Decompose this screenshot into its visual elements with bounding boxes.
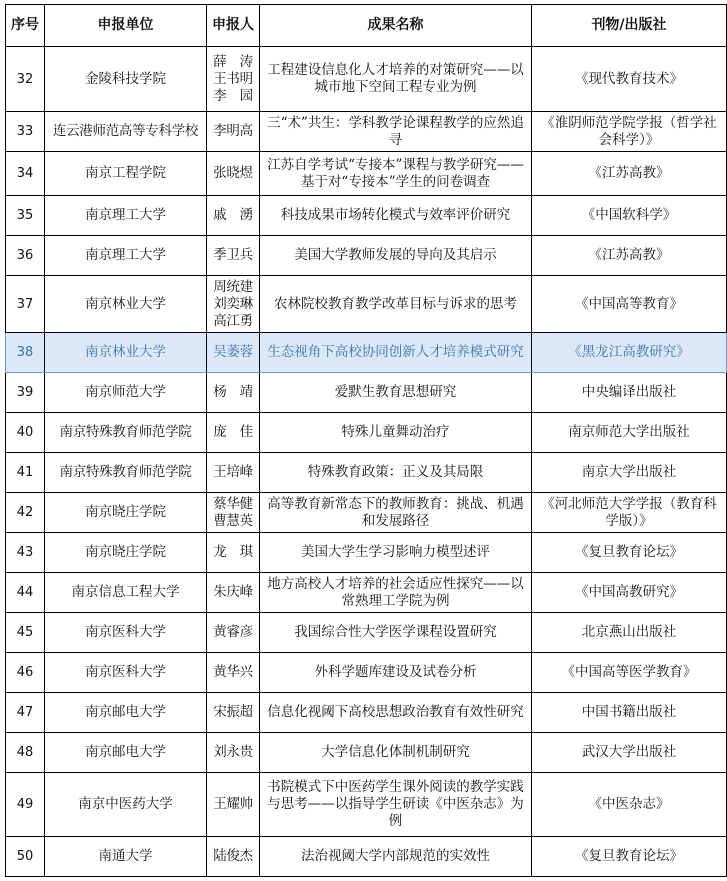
row-title: 江苏自学考试“专接本”课程与教学研究——基于对“专接本”学生的问卷调查 bbox=[260, 152, 532, 196]
row-people bbox=[207, 613, 260, 653]
table-row[interactable] bbox=[6, 493, 727, 533]
row-number: 33 bbox=[6, 112, 45, 152]
row-number: 45 bbox=[6, 613, 45, 653]
row-people bbox=[207, 653, 260, 693]
row-title: 书院模式下中医药学生课外阅读的教学实践与思考——以指导学生研读《中医杂志》为例 bbox=[260, 773, 532, 837]
row-people bbox=[207, 453, 260, 493]
table-row[interactable] bbox=[6, 773, 727, 837]
table-row[interactable] bbox=[6, 653, 727, 693]
row-publisher: 《淮阴师范学院学报（哲学社会科学）》 bbox=[532, 112, 727, 152]
row-title: 爱默生教育思想研究 bbox=[260, 373, 532, 413]
person-name: 李 园 bbox=[213, 87, 253, 104]
row-unit: 南京师范大学 bbox=[45, 373, 207, 413]
row-title: 地方高校人才培养的社会适应性探究——以常熟理工学院为例 bbox=[260, 573, 532, 613]
row-unit: 南京信息工程大学 bbox=[45, 573, 207, 613]
row-unit: 南京中医药大学 bbox=[45, 773, 207, 837]
row-title: 三“术”共生：学科教学论课程教学的应然追寻 bbox=[260, 112, 532, 152]
row-people bbox=[207, 733, 260, 773]
row-publisher: 武汉大学出版社 bbox=[532, 733, 727, 773]
row-publisher: 《中国高等教育》 bbox=[532, 276, 727, 333]
row-number: 36 bbox=[6, 236, 45, 276]
person-name: 王耀帅 bbox=[213, 796, 253, 812]
row-unit: 南京理工大学 bbox=[45, 236, 207, 276]
row-number: 39 bbox=[6, 373, 45, 413]
table-row[interactable] bbox=[6, 693, 727, 733]
row-title: 我国综合性大学医学课程设置研究 bbox=[260, 613, 532, 653]
person-name: 蔡华健 bbox=[213, 495, 253, 512]
person-name: 周统建 bbox=[213, 278, 253, 295]
row-unit: 连云港师范高等专科学校 bbox=[45, 112, 207, 152]
person-name: 季卫兵 bbox=[213, 247, 253, 263]
row-number: 50 bbox=[6, 837, 45, 877]
row-publisher: 《复旦教育论坛》 bbox=[532, 533, 727, 573]
table-row[interactable] bbox=[6, 533, 727, 573]
row-number: 35 bbox=[6, 196, 45, 236]
row-title: 外科学题库建设及试卷分析 bbox=[260, 653, 532, 693]
row-publisher: 《黑龙江高教研究》 bbox=[532, 333, 727, 373]
table-row[interactable] bbox=[6, 276, 727, 333]
row-number: 42 bbox=[6, 493, 45, 533]
row-publisher: 《复旦教育论坛》 bbox=[532, 837, 727, 877]
row-number: 37 bbox=[6, 276, 45, 333]
person-name: 宋振超 bbox=[213, 704, 253, 720]
row-people bbox=[207, 276, 260, 333]
header-row bbox=[6, 5, 727, 47]
row-unit: 南京晓庄学院 bbox=[45, 493, 207, 533]
row-people bbox=[207, 573, 260, 613]
row-title: 特殊儿童舞动治疗 bbox=[260, 413, 532, 453]
row-unit: 南京理工大学 bbox=[45, 196, 207, 236]
row-unit: 金陵科技学院 bbox=[45, 47, 207, 112]
table-row[interactable] bbox=[6, 453, 727, 493]
row-publisher: 《河北师范大学学报（教育科学版）》 bbox=[532, 493, 727, 533]
row-number: 46 bbox=[6, 653, 45, 693]
row-number: 47 bbox=[6, 693, 45, 733]
row-people bbox=[207, 773, 260, 837]
person-name: 王培峰 bbox=[213, 464, 253, 480]
row-people bbox=[207, 236, 260, 276]
row-unit: 南京医科大学 bbox=[45, 613, 207, 653]
row-unit: 南京特殊教育师范学院 bbox=[45, 413, 207, 453]
person-name: 薛 涛 bbox=[213, 53, 253, 70]
row-publisher: 《中国高等医学教育》 bbox=[532, 653, 727, 693]
row-publisher: 《中国高教研究》 bbox=[532, 573, 727, 613]
row-unit: 南通大学 bbox=[45, 837, 207, 877]
row-number: 49 bbox=[6, 773, 45, 837]
achievement-table bbox=[5, 4, 727, 877]
person-name: 刘奕琳 bbox=[213, 295, 253, 312]
row-number: 32 bbox=[6, 47, 45, 112]
row-people bbox=[207, 333, 260, 373]
row-title: 信息化视阈下高校思想政治教育有效性研究 bbox=[260, 693, 532, 733]
row-people bbox=[207, 152, 260, 196]
row-unit: 南京晓庄学院 bbox=[45, 533, 207, 573]
row-number: 34 bbox=[6, 152, 45, 196]
row-number: 48 bbox=[6, 733, 45, 773]
row-people bbox=[207, 493, 260, 533]
row-people bbox=[207, 837, 260, 877]
person-name: 戚 湧 bbox=[213, 207, 253, 223]
row-people bbox=[207, 47, 260, 112]
row-title: 美国大学教师发展的导向及其启示 bbox=[260, 236, 532, 276]
table-row[interactable] bbox=[6, 573, 727, 613]
row-title: 大学信息化体制机制研究 bbox=[260, 733, 532, 773]
person-name: 庞 佳 bbox=[213, 424, 253, 440]
row-people bbox=[207, 373, 260, 413]
row-people bbox=[207, 533, 260, 573]
table-row[interactable] bbox=[6, 196, 727, 236]
row-title: 高等教育新常态下的教师教育：挑战、机遇和发展路径 bbox=[260, 493, 532, 533]
row-unit: 南京工程学院 bbox=[45, 152, 207, 196]
row-number: 40 bbox=[6, 413, 45, 453]
row-publisher: 《江苏高教》 bbox=[532, 152, 727, 196]
row-title: 法治视阈大学内部规范的实效性 bbox=[260, 837, 532, 877]
row-people bbox=[207, 413, 260, 453]
row-unit: 南京医科大学 bbox=[45, 653, 207, 693]
table-row[interactable] bbox=[6, 333, 727, 373]
person-name: 黄华兴 bbox=[213, 664, 253, 680]
table-row[interactable] bbox=[6, 413, 727, 453]
table-row[interactable] bbox=[6, 236, 727, 276]
row-unit: 南京林业大学 bbox=[45, 276, 207, 333]
row-title: 生态视角下高校协同创新人才培养模式研究 bbox=[260, 333, 532, 373]
person-name: 朱庆峰 bbox=[213, 584, 253, 600]
person-name: 黄睿彦 bbox=[213, 624, 253, 640]
person-name: 李明高 bbox=[213, 123, 253, 139]
col-header-publisher: 刊物/出版社 bbox=[532, 5, 727, 47]
table-row[interactable] bbox=[6, 47, 727, 112]
table-row[interactable] bbox=[6, 733, 727, 773]
row-publisher: 《现代教育技术》 bbox=[532, 47, 727, 112]
row-people bbox=[207, 693, 260, 733]
row-unit: 南京林业大学 bbox=[45, 333, 207, 373]
table-row[interactable] bbox=[6, 613, 727, 653]
row-publisher: 中央编译出版社 bbox=[532, 373, 727, 413]
row-people bbox=[207, 112, 260, 152]
col-header-people: 申报人 bbox=[207, 5, 260, 47]
row-unit: 南京邮电大学 bbox=[45, 733, 207, 773]
table-row[interactable] bbox=[6, 152, 727, 196]
table-row[interactable] bbox=[6, 112, 727, 152]
row-title: 美国大学生学习影响力模型述评 bbox=[260, 533, 532, 573]
row-unit: 南京特殊教育师范学院 bbox=[45, 453, 207, 493]
person-name: 张晓煜 bbox=[213, 165, 253, 181]
row-title: 农林院校教育教学改革目标与诉求的思考 bbox=[260, 276, 532, 333]
row-publisher: 《中医杂志》 bbox=[532, 773, 727, 837]
row-publisher: 中国书籍出版社 bbox=[532, 693, 727, 733]
person-name: 陆俊杰 bbox=[213, 848, 253, 864]
row-number: 38 bbox=[6, 333, 45, 373]
row-people bbox=[207, 196, 260, 236]
row-publisher: 北京燕山出版社 bbox=[532, 613, 727, 653]
person-name: 刘永贵 bbox=[213, 744, 253, 760]
person-name: 王书明 bbox=[213, 70, 253, 87]
row-number: 43 bbox=[6, 533, 45, 573]
person-name: 高江勇 bbox=[213, 312, 253, 329]
row-number: 41 bbox=[6, 453, 45, 493]
row-number: 44 bbox=[6, 573, 45, 613]
col-header-unit: 申报单位 bbox=[45, 5, 207, 47]
row-unit: 南京邮电大学 bbox=[45, 693, 207, 733]
col-header-title: 成果名称 bbox=[260, 5, 532, 47]
person-name: 龙 琪 bbox=[213, 544, 253, 560]
row-publisher: 《江苏高教》 bbox=[532, 236, 727, 276]
row-publisher: 南京师范大学出版社 bbox=[532, 413, 727, 453]
table-row[interactable] bbox=[6, 837, 727, 877]
row-title: 特殊教育政策：正义及其局限 bbox=[260, 453, 532, 493]
row-publisher: 《中国软科学》 bbox=[532, 196, 727, 236]
row-title: 科技成果市场转化模式与效率评价研究 bbox=[260, 196, 532, 236]
row-publisher: 南京大学出版社 bbox=[532, 453, 727, 493]
table-row[interactable] bbox=[6, 373, 727, 413]
person-name: 杨 靖 bbox=[213, 384, 253, 400]
col-header-no: 序号 bbox=[6, 5, 45, 47]
person-name: 吴萎蓉 bbox=[213, 344, 253, 360]
person-name: 曹慧英 bbox=[213, 512, 253, 529]
row-title: 工程建设信息化人才培养的对策研究——以城市地下空间工程专业为例 bbox=[260, 47, 532, 112]
